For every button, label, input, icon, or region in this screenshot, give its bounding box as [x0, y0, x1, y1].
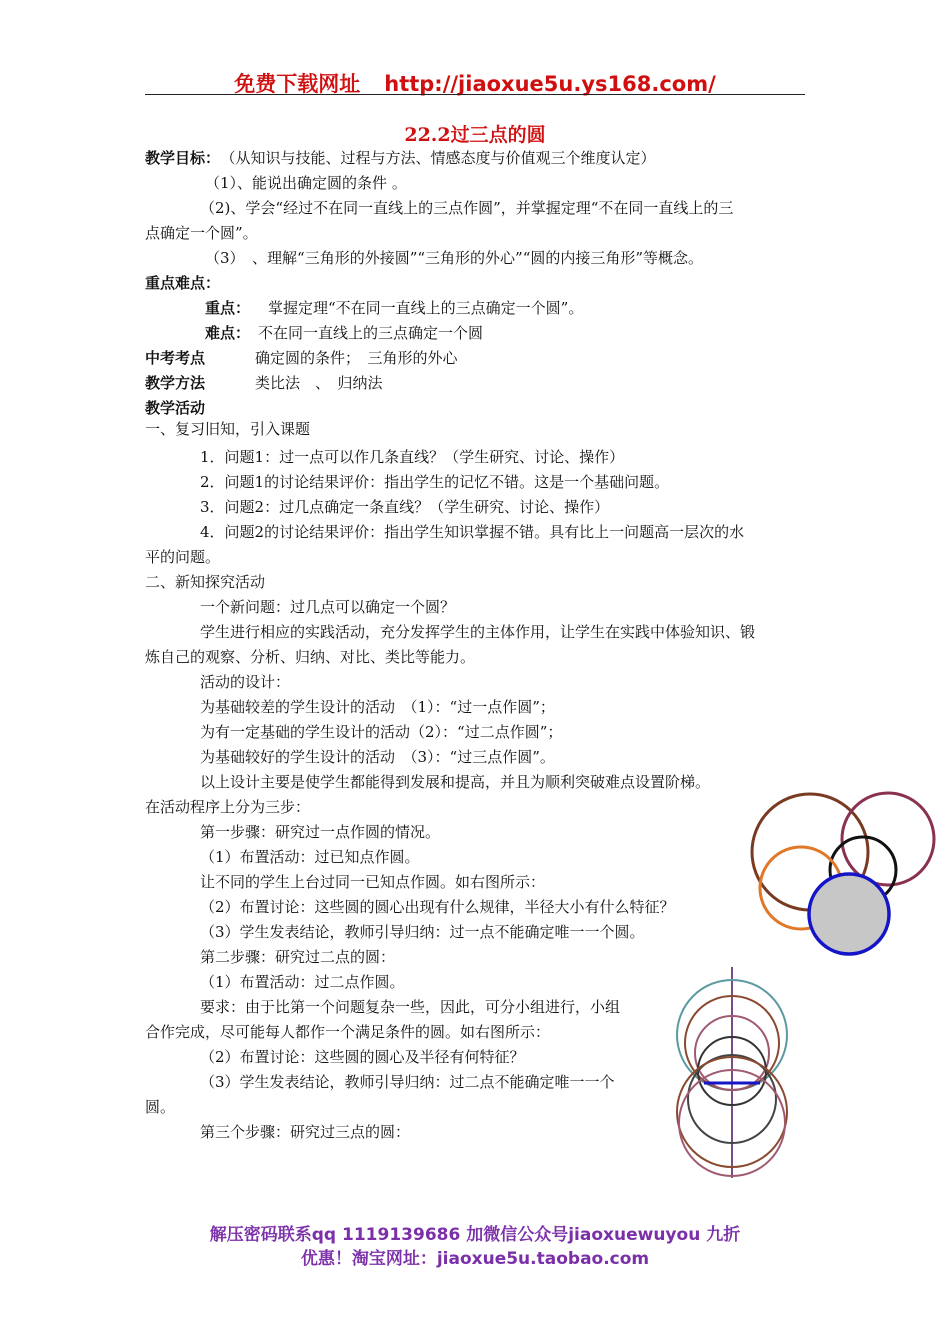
- practice-a: 学生进行相应的实践活动，充分发挥学生的主体作用，让学生在实践中体验知识、锻: [200, 623, 756, 641]
- step-2: 第二步骤：研究过二点的圆：: [200, 948, 396, 966]
- footer-shop: 优惠！淘宝网址：jiaoxue5u.taobao.com: [300, 1249, 650, 1269]
- goal-line: [145, 148, 656, 168]
- step-1-item-2: （2）布置讨论：这些圆的圆心出现有什么规律，半径大小有什么特征？: [200, 898, 675, 916]
- purpose-a: 以上设计主要是使学生都能得到发展和提高，并且为顺利突破难点设置阶梯。: [200, 773, 711, 791]
- design-2: 为有一定基础的学生设计的活动（2）：“过二点作圆”；: [200, 723, 563, 741]
- goal-label: 教学目标：: [145, 149, 221, 167]
- step-1-demo: 让不同的学生上台过同一已知点作圆。如右图所示：: [200, 873, 546, 891]
- page-title: 22.2过三点的圆: [404, 124, 546, 146]
- design-label: 活动的设计：: [200, 673, 291, 691]
- goal-2a: （2)、学会“经过不在同一直线上的三点作圆”，并掌握定理“不在同一直线上的三: [200, 199, 734, 217]
- header-url[interactable]: http://jiaoxue5u.ys168.com/: [384, 72, 716, 96]
- step-2-item-2: （2）布置讨论：这些圆的圆心及半径有何特征？: [200, 1048, 525, 1066]
- step-3: 第三个步骤：研究过三点的圆：: [200, 1123, 411, 1141]
- method-line: [145, 373, 383, 393]
- key-label: 重点难点：: [145, 274, 221, 292]
- figure-circles-through-one-point: [740, 790, 930, 980]
- key-point-line: [205, 298, 583, 318]
- figure-circles-through-two-points: [670, 965, 790, 1180]
- question-3: 3．问题2：过几点确定一条直线？（学生研究、讨论、操作）: [200, 498, 610, 516]
- step-2-item-1: （1）布置活动：过二点作圆。: [200, 973, 405, 991]
- question-1: 1．问题1：过一点可以作几条直线？（学生研究、讨论、操作）: [200, 448, 625, 466]
- key-point-text: 掌握定理“不在同一直线上的三点确定一个圆”。: [268, 299, 584, 317]
- step-2-req-b: 合作完成，尽可能每人都作一个满足条件的圆。如右图所示：: [145, 1023, 551, 1041]
- goal-3: （3） 、理解“三角形的外接圆”“三角形的外心”“圆的内接三角形”等概念。: [205, 249, 704, 267]
- question-4a: 4．问题2的讨论结果评价：指出学生知识掌握不错。具有比上一问题高一层次的水: [200, 523, 745, 541]
- exam-label: 中考考点: [145, 349, 206, 367]
- design-3: 为基础较好的学生设计的活动 （3）：“过三点作圆”。: [200, 748, 555, 766]
- step-2-item-3a: （3）学生发表结论，教师引导归纳：过二点不能确定唯一一个: [200, 1073, 615, 1091]
- circle-blue-filled: [809, 874, 889, 954]
- new-question: 一个新问题：过几点可以确定一个圆？: [200, 598, 456, 616]
- section-2: 二、新知探究活动: [145, 573, 266, 591]
- design-1: 为基础较差的学生设计的活动 （1）：“过一点作圆”；: [200, 698, 555, 716]
- difficulty-line: [205, 323, 483, 343]
- step-1: 第一步骤：研究过一点作圆的情况。: [200, 823, 441, 841]
- step-1-item-1: （1）布置活动：过已知点作圆。: [200, 848, 420, 866]
- purpose-b: 在活动程序上分为三步：: [145, 798, 311, 816]
- exam-line: [145, 348, 458, 368]
- header-divider: [145, 94, 805, 95]
- section-1: 一、复习旧知，引入课题: [145, 420, 311, 438]
- method-text: 类比法 、 归纳法: [255, 374, 383, 392]
- difficulty-label: 难点：: [205, 324, 251, 342]
- exam-text: 确定圆的条件； 三角形的外心: [255, 349, 458, 367]
- goal-2b: 点确定一个圆”。: [145, 224, 258, 242]
- step-2-item-3b: 圆。: [145, 1098, 176, 1116]
- key-point-label: 重点：: [205, 299, 251, 317]
- goal-1: （1）、能说出确定圆的条件 。: [205, 174, 407, 192]
- goal-note: （从知识与技能、过程与方法、情感态度与价值观三个维度认定）: [228, 149, 656, 167]
- method-label: 教学方法: [145, 374, 206, 392]
- step-2-req-a: 要求：由于比第一个问题复杂一些，因此，可分小组进行，小组: [200, 998, 621, 1016]
- step-1-item-3: （3）学生发表结论，教师引导归纳：过一点不能确定唯一一个圆。: [200, 923, 645, 941]
- footer-contact: 解压密码联系qq 1119139686 加微信公众号jiaoxuewuyou 九折: [209, 1225, 741, 1245]
- difficulty-text: 不在同一直线上的三点确定一个圆: [258, 324, 484, 342]
- header-label: 免费下载网址: [234, 72, 361, 96]
- question-4b: 平的问题。: [145, 548, 221, 566]
- question-2: 2．问题1的讨论结果评价：指出学生的记忆不错。这是一个基础问题。: [200, 473, 670, 491]
- activity-label: 教学活动: [145, 399, 206, 417]
- practice-b: 炼自己的观察、分析、归纳、对比、类比等能力。: [145, 648, 476, 666]
